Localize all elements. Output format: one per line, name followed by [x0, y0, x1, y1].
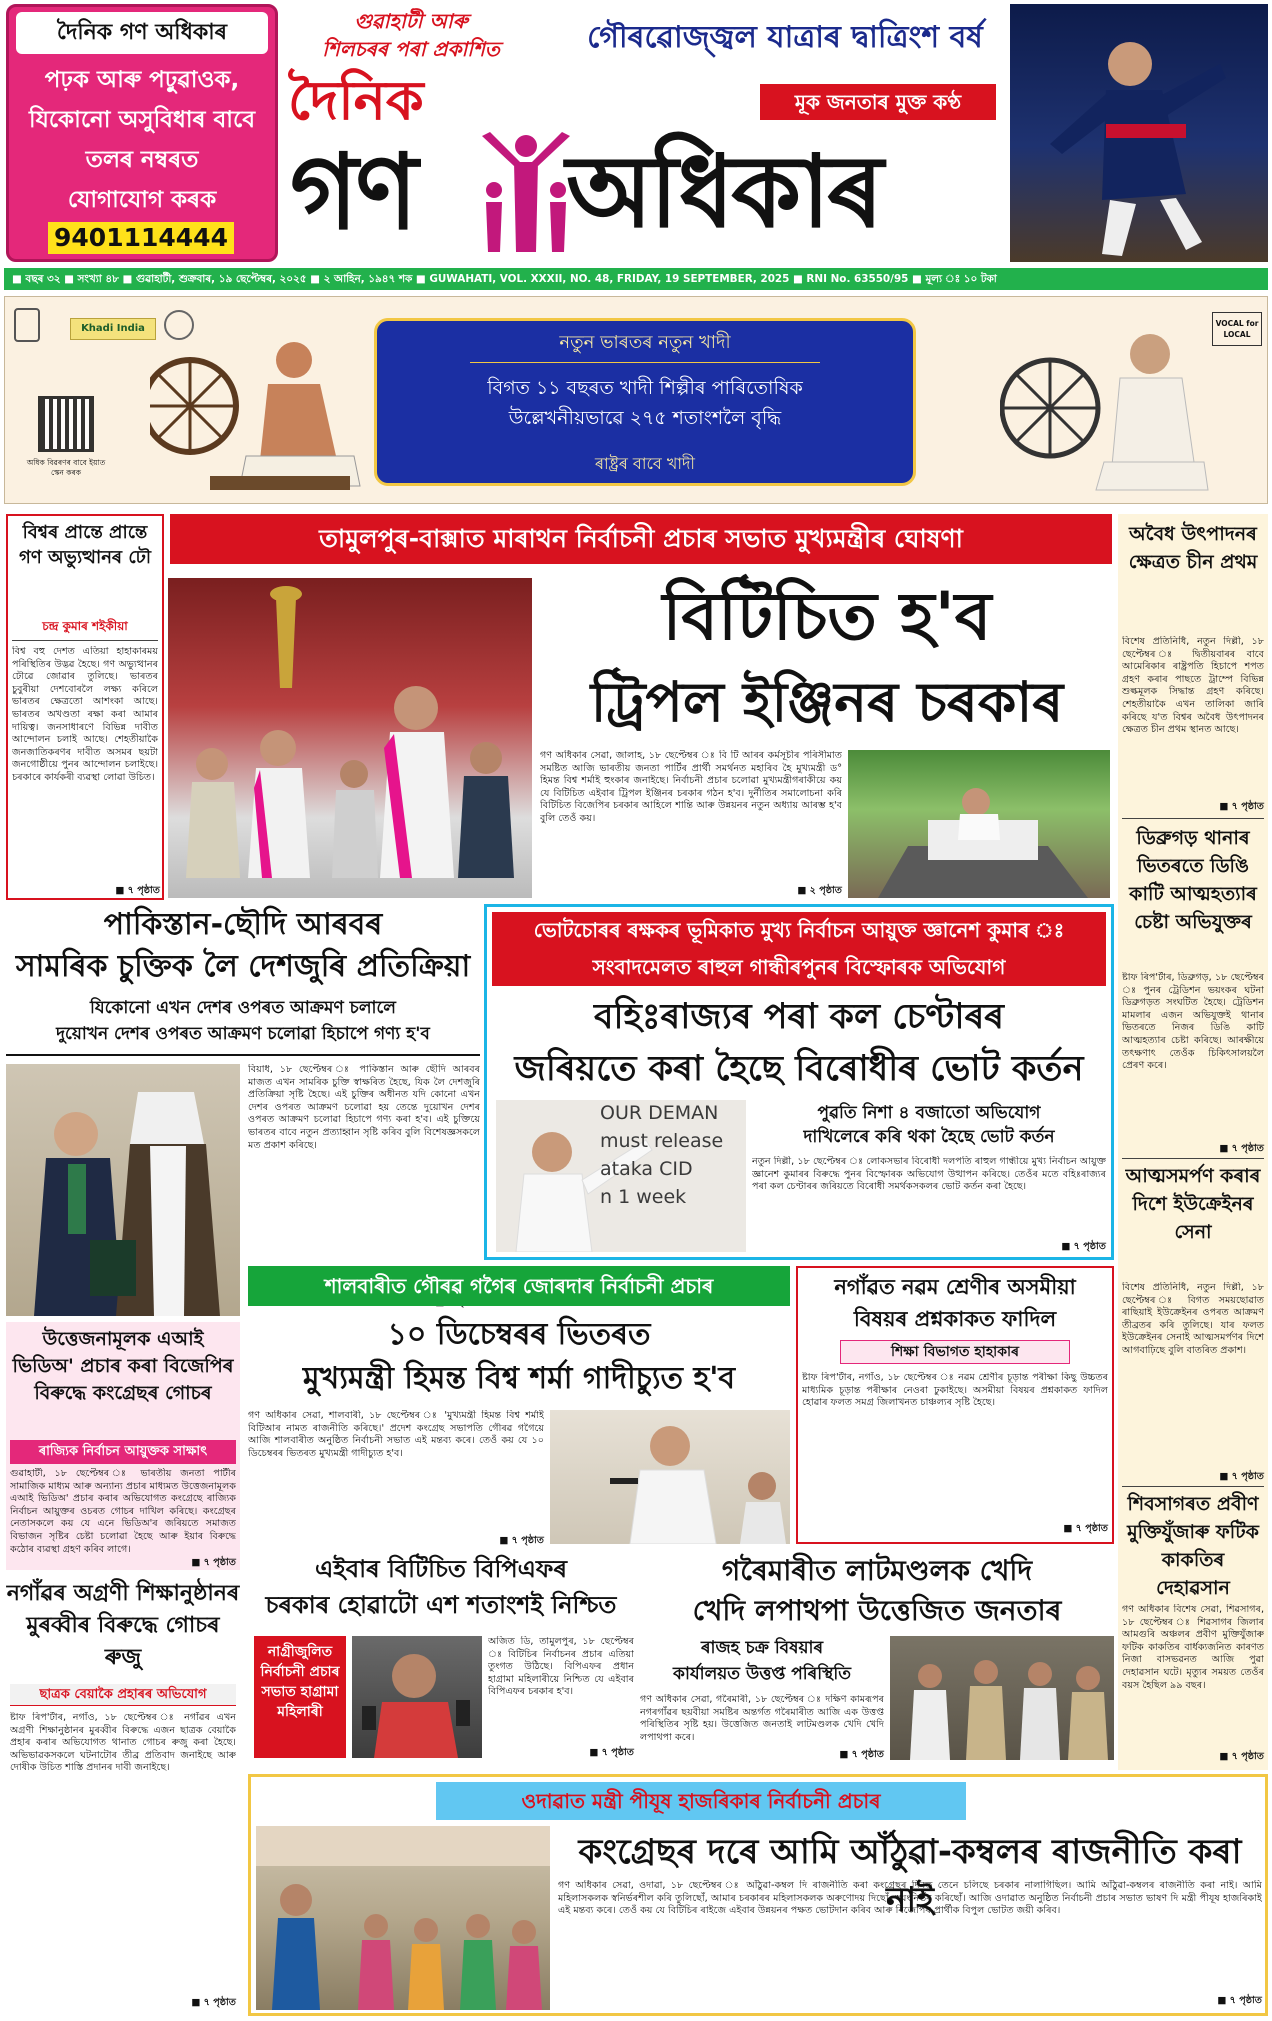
vote-banner: ভোটচোৰৰ ৰক্ষকৰ ভূমিকাত মুখ্য নিৰ্বাচন আয়ুক্ত জ্ঞানেশ কুমাৰ ঃ সংবাদমেলত ৰাহুল গান্ধীৰপুনৰ বিস্ফোৰক অভিযোগ	[492, 912, 1106, 986]
gogamukh-photo	[890, 1636, 1114, 1760]
left-story-2-headline: উত্তেজনামূলক এআই ভিডিঅ' প্ৰচাৰ কৰা বিজেপিৰ বিৰুদ্ধে কংগ্ৰেছৰ গোচৰ	[12, 1328, 234, 1404]
bpf-kicker: নাগ্ৰীজুলিত নিৰ্বাচনী প্ৰচাৰ সভাত হাগ্ৰামা মহিলাৰী	[254, 1636, 346, 1758]
himanta-cont: ■ ৭ পৃষ্ঠাত	[499, 1535, 544, 1546]
left-story-3-cont: ■ ৭ পৃষ্ঠাত	[191, 1997, 236, 2008]
nagaon-cont: ■ ৭ পৃষ্ঠাত	[1063, 1523, 1108, 1534]
bottom-photo	[256, 1826, 550, 2010]
gogamukh-kicker-2: কাৰ্যালয়ত উত্তপ্ত পৰিস্থিতি	[673, 1664, 851, 1684]
pak-body: বিয়াধ, ১৮ ছেপ্টেম্বৰ ঃ পাকিস্তান আৰু ছৌদি আৰবৰ মাজত এখন সামৰিক চুক্তি স্বাক্ষৰিত হৈছে, যিক লৈ দেশজুৰি প্ৰতিক্ৰিয়া সৃষ্টি হৈছে। এই চুক্তিৰ অধীনত যদি কোনো এখন দেশৰ ওপৰত আক্ৰমণ চলোৱা হয় তেন্তে দুয়োখন দেশৰ ওপৰত আক্ৰমণ চলোৱা হিচাপে গণ্য কৰা হ'ব। এই চুক্তিয়ে ভাৰতৰ বাবে নতুন প্ৰত্যাহ্বান সৃষ্টি কৰিব বুলি বিশেষজ্ঞসকলে মত প্ৰকাশ কৰিছে।	[248, 1064, 480, 1151]
bottom-body: গণ অধিকাৰ সেৱা, ওদাৱা, ১৮ ছেপ্টেম্বৰ ঃ আঁঠুৱা-কম্বল দি ৰাজনীতি কৰা কংগ্ৰেছৰ দিনত তেনে চলিছে চৰকাৰ নালাগিছিল। আমি আঁঠুৱা-কম্বলৰ ৰাজনীতি কৰা নাই। আমি মহিলাসকলক স্বনিৰ্ভৰশীল কৰি তুলিছোঁ, আমাৰ চৰকাৰৰ মহিলাসকলক অৰুণোদয় দিছোঁ, স্বয়ংনিৰ্ভৰ কৰিছোঁ। আজি ওদাৱাত অনুষ্ঠিত নিৰ্বাচনী প্ৰচাৰ সভাত ভাষণ দি মন্ত্ৰী পীযূষ হাজৰিকাই এই মন্তব্য কৰে। তেওঁ কয় যে বিটিচিৰ ৰাইজে এইবাৰ উন্নয়নৰ পক্ষত ভোটদান কৰিব আৰু বিজেপিৰ প্ৰাৰ্থীক বিপুল ভোটত জয়ী কৰিব।	[558, 1880, 1262, 1917]
vote-photo-text: must release	[600, 1130, 724, 1152]
lead-headline-1: বিটিচিত হ'ব	[662, 578, 992, 655]
left-story-1-byline: চন্দ্ৰ কুমাৰ শইকীয়া	[42, 619, 128, 633]
vote-photo-text: n 1 week	[600, 1186, 687, 1208]
bpf-photo	[352, 1636, 482, 1758]
himanta-photo	[550, 1410, 790, 1544]
bottom-banner: ওদাৱাত মন্ত্ৰী পীযূষ হাজৰিকাৰ নিৰ্বাচনী প্ৰচাৰ	[436, 1782, 966, 1820]
qr-code	[38, 396, 94, 452]
lead-headline-2: ট্ৰিপল ইঞ্জিনৰ চৰকাৰ	[590, 670, 1064, 734]
right-story-2-cont: ■ ৭ পৃষ্ঠাত	[1219, 1143, 1264, 1154]
left-story-2-cont: ■ ৭ পৃষ্ঠাত	[191, 1557, 236, 1568]
left-story-2-body: গুৱাহাটী, ১৮ ছেপ্টেম্বৰ ঃ ভাৰতীয় জনতা পাৰ্টীৰ সামাজিক মাধ্যম আৰু অন্যান্য প্ৰচাৰ মাধ্যমত উত্তেজনামূলক এআই ভিডিঅ' প্ৰচাৰ কৰাৰ অভিযোগত কংগ্ৰেছে ৰাজ্যিক নিৰ্বাচন আয়ুক্তৰ ওচৰত গোচৰ দাখিল কৰিছে। কংগ্ৰেছৰ নেতাসকলে কয় যে এনে ভিডিঅ'ৰ জৰিয়তে সমাজত বিভাজন সৃষ্টিৰ চেষ্টা চলোৱা হৈছে আৰু ইয়াৰ বিৰুদ্ধে কঠোৰ ব্যৱস্থা গ্ৰহণ কৰিব লাগে।	[10, 1468, 236, 1554]
vote-headline-1: বহিঃৰাজ্যৰ পৰা কল চেণ্টাৰৰ	[594, 997, 1004, 1037]
vote-body: নতুন দিল্লী, ১৮ ছেপ্টেম্বৰ ঃ লোকসভাৰ বিৰোধী দলপতি ৰাহুল গান্ধীয়ে মুখ্য নিৰ্বাচন আয়ুক্ত জ্ঞানেশ কুমাৰৰ বিৰুদ্ধে পুনৰ বিস্ফোৰক অভিযোগ উত্থাপন কৰিছে। তেওঁৰ মতে বহিঃৰাজ্যৰ পৰা কল চেণ্টাৰৰ জৰিয়তে বিৰোধী সমৰ্থকসকলৰ ভোট কৰ্তন কৰা হৈছে।	[752, 1156, 1106, 1193]
right-story-3-body: বিশেষ প্ৰতিনিধি, নতুন দিল্লী, ১৮ ছেপ্টেম্বৰ ঃ বিগত সময়ছোৱাত ৰাছিয়াই ইউক্ৰেইনৰ ওপৰত আক্ৰমণ তীব্ৰতৰ কৰি তুলিছে। যাৰ ফলত ইউক্ৰেইনৰ সেনাই আত্মসমৰ্পণৰ দিশে আগবাঢ়িছে বুলি বাতৰিত প্ৰকাশ।	[1122, 1282, 1264, 1356]
gogamukh-headline-1: গৰৈমাৰীত লাটমণ্ডলক খেদি	[721, 1554, 1033, 1587]
right-rule	[1122, 818, 1264, 819]
promo-line: পঢ়ক আৰু পঢ়ুৱাওক,	[44, 67, 240, 93]
pak-headline-2: সামৰিক চুক্তিক লৈ দেশজুৰি প্ৰতিক্ৰিয়া	[15, 949, 471, 984]
left-story-3-headline: নগাঁৱৰ অগ্ৰণী শিক্ষানুষ্ঠানৰ মুৰব্বীৰ বিৰুদ্ধে গোচৰ ৰুজু	[6, 1581, 240, 1670]
bpf-headline-2: চৰকাৰ হোৱাটো এশ শতাংশই নিশ্চিত	[265, 1591, 617, 1619]
gogamukh-headline-2: খেদি লপাথপা উত্তেজিত জনতাৰ	[692, 1594, 1062, 1627]
himanta-banner: শালবাৰীত গৌৰৱ গগৈৰ জোৰদাৰ নিৰ্বাচনী প্ৰচাৰ	[248, 1266, 790, 1306]
lead-photo	[168, 578, 532, 898]
promo-line: তলৰ নম্বৰত	[85, 147, 199, 173]
nagaon-kicker: শিক্ষা বিভাগত হাহাকাৰ	[840, 1340, 1070, 1364]
football-photo	[1010, 4, 1268, 262]
anniversary-tagline: গৌৰৱোজ্জ্বল যাত্ৰাৰ দ্বাত্ৰিংশ বৰ্ষ	[587, 20, 983, 55]
dainik-label: দৈনিক	[288, 69, 424, 132]
right-story-2-body: ষ্টাফ ৰিপ'ৰ্টাৰ, ডিব্ৰুগড়, ১৮ ছেপ্টেম্বৰ ঃ পুনৰ ট্ৰেডিশন ভয়ংকৰ ঘটনা ডিব্ৰুগড়ত সংঘটিত হৈছে। ট্ৰেডিশন মামলাৰ এজন অভিযুক্তই থানাৰ ভিতৰতে নিজৰ ডিঙি কাটি আত্মহত্যাৰ চেষ্টা কৰিছে। আৰক্ষীয়ে তৎক্ষণাৎ তেওঁক চিকিৎসালয়লৈ প্ৰেৰণ কৰে।	[1122, 972, 1264, 1072]
bpf-headline-1: এইবাৰ বিটিচিত বিপিএফৰ	[315, 1555, 567, 1583]
right-story-2-headline: ডিব্ৰুগড় থানাৰ ভিতৰতে ডিঙি কাটি আত্মহত্যাৰ চেষ্টা অভিযুক্তৰ	[1129, 827, 1257, 933]
pak-photo	[6, 1064, 240, 1316]
khadi-logo: Khadi India	[70, 318, 156, 340]
right-story-1-body: বিশেষ প্ৰতিনিধি, নতুন দিল্লী, ১৮ ছেপ্টেম্বৰ ঃ দ্বিতীয়বাৰৰ বাবে আমেৰিকাৰ ৰাষ্ট্ৰপতি হিচাপে শপত গ্ৰহণ কৰাৰ পাছতে ট্ৰাম্পে বিভিন্ন শুল্কমূলক সিদ্ধান্ত গ্ৰহণ কৰিছে। শেহতীয়াকৈ এখন তালিকা জাৰি কৰিছে য'ত বিশ্বৰ অবৈধ উৎপাদনৰ ক্ষেত্ৰত চীন প্ৰথম স্থানত আছে।	[1122, 636, 1264, 736]
left-story-3-kicker: ছাত্ৰক বেয়াকৈ প্ৰহাৰৰ অভিযোগ	[10, 1684, 236, 1706]
right-story-4-cont: ■ ৭ পৃষ্ঠাত	[1219, 1751, 1264, 1762]
ad-footer: ৰাষ্ট্ৰৰ বাবে খাদী	[594, 454, 696, 473]
himanta-headline-2: মুখ্যমন্ত্ৰী হিমন্ত বিশ্ব শৰ্মা গাদীচ্যুত হ'ব	[302, 1361, 736, 1396]
nagaon-body: ষ্টাফ ৰিপ'ৰ্টাৰ, নগাঁও, ১৮ ছেপ্টেম্বৰ ঃ নৱম শ্ৰেণীৰ চূড়ান্ত পৰীক্ষা কিছু উচ্চতৰ মাধ্যমিক চূড়ান্ত পৰীক্ষাৰ নেওৰা ঢুকাইছে। অসমীয়া বিষয়ৰ প্ৰশ্নকাকত ফাদিল হোৱাৰ ফলত সমগ্ৰ জিলাখনত চাঞ্চল্যৰ সৃষ্টি হৈছে।	[802, 1372, 1108, 1409]
vote-photo-text: OUR DEMAN	[600, 1102, 719, 1124]
right-story-4-headline: শিবসাগৰত প্ৰবীণ মুক্তিযুঁজাৰু ফটিক কাকতিৰ দেহাৱসান	[1127, 1493, 1259, 1599]
motto-banner: মূক জনতাৰ মুক্ত কণ্ঠ	[760, 84, 996, 120]
right-story-4-body: গণ অধিকাৰ বিশেষ সেৱা, শিৱসাগৰ, ১৮ ছেপ্টেম্বৰ ঃ শিৱসাগৰ জিলাৰ আমগুৰি অঞ্চলৰ প্ৰবীণ মুক্তিযুঁজাৰু ফটিক কাকতিৰ বাৰ্ধক্যজনিত কাৰণত নিজা বাসভৱনত আজি পুৱা দেহাৱসান ঘটে। মৃত্যুৰ সময়ত তেওঁৰ বয়স হৈছিল ৯৯ বছৰ।	[1122, 1604, 1264, 1691]
lead-cont: ■ ২ পৃষ্ঠাত	[797, 885, 842, 896]
lead-banner: তামুলপুৰ-বাক্সাত মাৰাথন নিৰ্বাচনী প্ৰচাৰ সভাত মুখ্যমন্ত্ৰীৰ ঘোষণা	[170, 514, 1112, 564]
right-story-1-headline: অবৈধ উৎপাদনৰ ক্ষেত্ৰত চীন প্ৰথম	[1128, 523, 1258, 573]
ad-divider	[470, 362, 820, 363]
left-story-1-rule	[12, 640, 158, 641]
left-story-3-body: ষ্টাফ ৰিপ'ৰ্টাৰ, নগাঁও, ১৮ ছেপ্টেম্বৰ ঃ নগাঁৱৰ এখন অগ্ৰণী শিক্ষানুষ্ঠানৰ মুৰব্বীৰ বিৰুদ্ধে এজন ছাত্ৰক বেয়াকৈ প্ৰহাৰ কৰাৰ অভিযোগত থানাত গোচৰ ৰুজু কৰা হৈছে। অভিভাৱকসকলে ঘটনাটোৰ তীব্ৰ প্ৰতিবাদ জনাইছে আৰু দোষীক উচিত শাস্তি প্ৰদানৰ দাবী জনাইছে।	[10, 1712, 236, 1774]
left-story-1-body: বিশ্ব বহু দেশত এতিয়া হাহাকাৰময় পৰিস্থিতিৰ উদ্ভৱ হৈছে। গণ অভ্যুত্থানৰ ঢৌৱে জোৱাৰ তুলিছে। ভাৰতৰ চুবুৰীয়া দেশবোৰলৈ লক্ষ্য কৰিলে ভাৰতৰ ক্ষেত্ৰতো আশংকা আছে। ভাৰতৰ অখণ্ডতা ৰক্ষা কৰা আমাৰ দায়িত্ব। জনসাধাৰণে বিভিন্ন দাবীত আন্দোলন চলাই আছে। শেহতীয়াকৈ জনজাতিকৰণৰ দাবীত অসমৰ ছয়টা জনগোষ্ঠীয়ে পুনৰ আন্দোলন চলাইছে। চৰকাৰে কাৰ্যকৰী ব্যৱস্থা লোৱা উচিত।	[12, 646, 158, 783]
himanta-body: গণ অধিকাৰ সেৱা, শালবাৰী, ১৮ ছেপ্টেম্বৰ ঃ 'মুখ্যমন্ত্ৰী হিমন্ত বিশ্ব শৰ্মাই বিটিআৰ নামত ৰাজনীতি কৰিছে।' প্ৰদেশ কংগ্ৰেছ সভাপতি গৌৰৱ গগৈয়ে আজি শালবাৰীত অনুষ্ঠিত নিৰ্বাচনী সভাত এই মন্তব্য কৰে। তেওঁ কয় যে ১০ ডিচেম্বৰৰ ভিতৰত মুখ্যমন্ত্ৰী গাদীচ্যুত হ'ব।	[248, 1410, 544, 1459]
title-right: অধিকাৰ	[566, 133, 881, 250]
modi-illustration	[1000, 312, 1210, 502]
lead-inset-photo	[848, 750, 1110, 898]
bpf-cont: ■ ৭ পৃষ্ঠাত	[589, 1747, 634, 1758]
bpf-body: অজিত ডি, তামুলপুৰ, ১৮ ছেপ্টেম্বৰ ঃ বিটিচিৰ নিৰ্বাচনৰ প্ৰচাৰ এতিয়া তুংগত উঠিছে। বিপিএফৰ প্ৰধান হাগ্ৰামা মহিলাৰীয়ে নিশ্চিত যে এইবাৰ বিপিএফৰ চৰকাৰ হ'ব।	[488, 1636, 634, 1698]
promo-phone: 9401114444	[48, 222, 234, 254]
published-from: গুৱাহাটী আৰু	[354, 9, 468, 33]
right-story-3-cont: ■ ৭ পৃষ্ঠাত	[1219, 1471, 1264, 1482]
gandhi-illustration	[150, 326, 370, 502]
promo-line: যিকোনো অসুবিধাৰ বাবে	[28, 107, 255, 133]
people-logo-icon	[476, 132, 576, 256]
title-left: গণ	[290, 131, 416, 253]
vocal-for-local-badge: VOCAL for LOCAL	[1212, 312, 1262, 346]
vote-sub-2: দাখিলেৰে কৰি থকা হৈছে ভোট কৰ্তন	[803, 1127, 1055, 1147]
dateline-bar: ■ বছৰ ৩২ ■ সংখ্যা ৪৮ ■ গুৱাহাটী, শুক্ৰবাৰ, ১৯ ছেপ্টেম্বৰ, ২০২৫ ■ ২ আহিন, ১৯৪৭ শক ■ GUWAHATI, VOL. XXXII, NO. 48, FRIDAY, 19 SEPTEMBER, 2025 ■ RNI No. 63550/95 ■ মূল্য ঃ ১০ টকা	[4, 268, 1268, 290]
pak-headline-1: পাকিস্তান-ছৌদি আৰবৰ	[103, 907, 383, 942]
promo-logo: দৈনিক গণ অধিকাৰ	[16, 12, 268, 54]
pak-rule	[6, 1054, 480, 1056]
gogamukh-cont: ■ ৭ পৃষ্ঠাত	[839, 1749, 884, 1760]
himanta-headline-1: ১০ ডিচেম্বৰৰ ভিতৰত	[387, 1317, 651, 1352]
right-story-3-headline: আত্মসমৰ্পণ কৰাৰ দিশে ইউক্ৰেইনৰ সেনা	[1125, 1165, 1261, 1243]
right-rule	[1122, 1486, 1264, 1487]
left-story-1-cont: ■ ৭ পৃষ্ঠাত	[115, 885, 160, 896]
vote-cont: ■ ৭ পৃষ্ঠাত	[1061, 1241, 1106, 1252]
bottom-cont: ■ ৭ পৃষ্ঠাত	[1217, 1995, 1262, 2006]
bottom-headline: কংগ্ৰেছৰ দৰে আমি আঁঠুৱা-কম্বলৰ ৰাজনীতি কৰা নাই	[578, 1832, 1242, 1920]
gogamukh-kicker-1: ৰাজহ চক্ৰ বিষয়াৰ	[700, 1638, 824, 1658]
ad-line1: বিগত ১১ বছৰত খাদী শিল্পীৰ পাৰিতোষিক	[487, 377, 803, 399]
vote-sub-1: পুৱতি নিশা ৪ বজাতো অভিযোগ	[817, 1103, 1041, 1123]
published-from: শিলচৰৰ পৰা প্ৰকাশিত	[322, 37, 500, 61]
pak-sub-2: দুয়োখন দেশৰ ওপৰত আক্ৰমণ চলোৱা হিচাপে গণ্য হ'ব	[56, 1024, 430, 1044]
left-story-1-headline: বিশ্বৰ প্ৰান্তে প্ৰান্তে গণ অভ্যুত্থানৰ ঢৌ	[19, 522, 151, 568]
lead-body: গণ অধিকাৰ সেৱা, জালাহ, ১৮ ছেপ্টেম্বৰ ঃ বি টি আৰৰ কৰ্মসূচীৰ পৰিসীমাত সমষ্টিত আজি ভাৰতীয় জনতা পাৰ্টিৰ প্ৰাৰ্থী সমৰ্থনত মহাৰিব হৈ মুখ্যমন্ত্ৰী ড° হিমন্ত বিশ্ব শৰ্মাই হুংকাৰ জনাইছে। নিৰ্বাচনী প্ৰচাৰ চলোৱা মুখ্যমন্ত্ৰীগৰাকীয়ে কয় যে বিটিচিত এইবাৰ ট্ৰিপল ইঞ্জিনৰ চৰকাৰ গঠন হ'ব। দুৰ্নীতিৰ সমালোচনা কৰি বিটিচিত বিজেপিৰ চৰকাৰ আহিলে শান্তি আৰু উন্নয়নৰ নতুন অধ্যায় আৰম্ভ হ'ব বুলি তেওঁ কয়।	[540, 750, 842, 824]
qr-caption: অধিক বিৱৰণৰ বাবে ইয়াত স্কেন কৰক	[26, 458, 106, 477]
vote-headline-2: জৰিয়তে কৰা হৈছে বিৰোধীৰ ভোট কৰ্তন	[514, 1049, 1084, 1089]
vote-photo-text: ataka CID	[600, 1158, 693, 1180]
emblem-icon	[14, 308, 40, 342]
right-rule	[1122, 1158, 1264, 1159]
pak-sub-1: যিকোনো এখন দেশৰ ওপৰত আক্ৰমণ চলালে	[90, 998, 396, 1018]
nagaon-headline-1: নগাঁৱত নৱম শ্ৰেণীৰ অসমীয়া	[834, 1275, 1076, 1299]
gogamukh-body: গণ অধিকাৰ সেৱা, গৰৈমাৰী, ১৮ ছেপ্টেম্বৰ ঃ দক্ষিণ কামৰূপৰ নগৰগাঁৱৰ ছয়বীয়া সমষ্টিৰ অন্তৰ্গত গৰৈমাৰীত আজি এক উত্তপ্ত পৰিস্থিতিৰ সৃষ্টি হয়। উত্তেজিত জনতাই লাটমণ্ডলক খেদি খেদি লপাথপা কৰে।	[640, 1694, 884, 1743]
nagaon-headline-2: বিষয়ৰ প্ৰশ্নকাকত ফাদিল	[853, 1307, 1057, 1331]
left-story-2-kicker: ৰাজ্যিক নিৰ্বাচন আয়ুক্তক সাক্ষাৎ	[10, 1440, 236, 1464]
right-story-1-cont: ■ ৭ পৃষ্ঠাত	[1219, 801, 1264, 812]
ad-heading: নতুন ভাৰতৰ নতুন খাদী	[559, 332, 731, 353]
ad-line2: উল্লেখনীয়ভাৱে ২৭৫ শতাংশলৈ বৃদ্ধি	[508, 407, 782, 429]
promo-line: যোগাযোগ কৰক	[67, 187, 217, 213]
